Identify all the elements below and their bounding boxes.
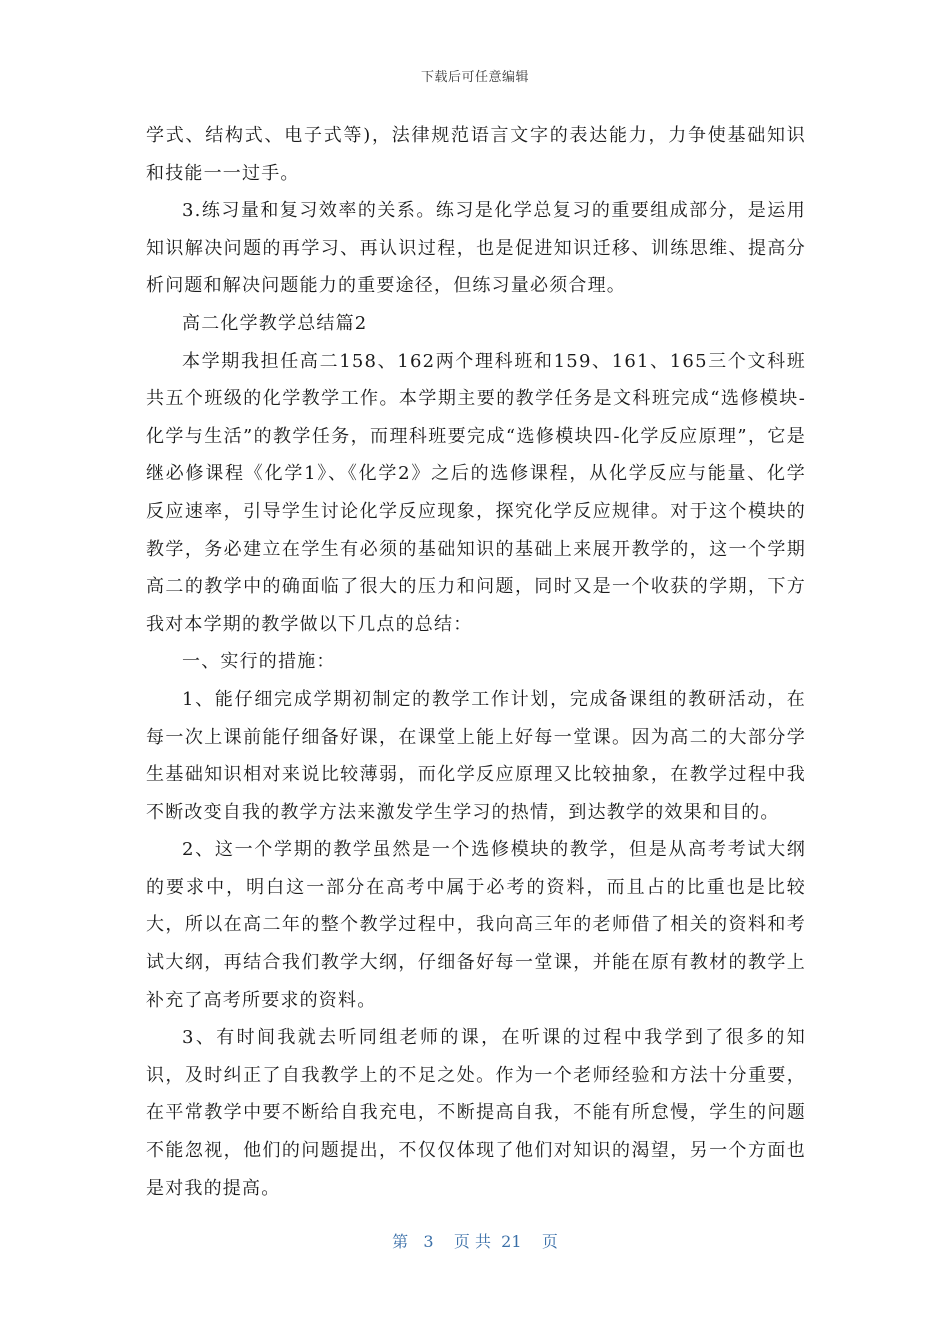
document-body xyxy=(146,117,806,1207)
paragraph: 3.练习量和复习效率的关系。练习是化学总复习的重要组成部分，是运用知识解决问题的再学习、再认识过程，也是促进知识迁移、训练思维、提高分析问题和解决问题能力的重要途径，但练习量必须合理。 xyxy=(146,200,806,297)
paragraph: 2、这一个学期的教学虽然是一个选修模块的教学，但是从高考考试大纲的要求中，明白这一部分在高考中属于必考的资料，而且占的比重也是比较大，所以在高二年的整个教学过程中，我向高三年的老师借了相关的资料和考试大纲，再结合我们教学大纲，仔细备好每一堂课，并能在原有教材的教学上补充了高考所要求的资料。 xyxy=(146,839,806,1011)
page-number-footer: 第 3 页 共 21 页 xyxy=(392,1232,558,1251)
paragraph: 一、实行的措施： xyxy=(182,651,336,673)
paragraph: 1、能仔细完成学期初制定的教学工作计划，完成备课组的教研活动，在每一次上课前能仔细备好课，在课堂上能上好每一堂课。因为高二的大部分学生基础知识相对来说比较薄弱，而化学反应原理又比较抽象，在教学过程中我不断改变自我的教学方法来激发学生学习的热情，到达教学的效果和目的。 xyxy=(146,688,806,823)
page-header-note: 下载后可任意编辑 xyxy=(420,70,529,85)
paragraph: 高二化学教学总结篇2 xyxy=(182,312,368,334)
paragraph: 本学期我担任高二158、162两个理科班和159、161、165三个文科班共五个班级的化学教学工作。本学期主要的教学任务是文科班完成“选修模块-化学与生活”的教学任务，而理科班要完成“选修模块四-化学反应原理”，它是继必修课程《化学1》、《化学2》之后的选修课程，从化学反应与能量、化学反应速率，引导学生讨论化学反应现象，探究化学反应规律。对于这个模块的教学，务必建立在学生有必须的基础知识的基础上来展开教学的，这一个学期高二的教学中的确面临了很大的压力和问题，同时又是一个收获的学期，下方我对本学期的教学做以下几点的总结： xyxy=(146,350,806,635)
paragraph: 学式、结构式、电子式等)，法律规范语言文字的表达能力，力争使基础知识和技能一一过手。 xyxy=(146,125,806,184)
paragraph: 3、有时间我就去听同组老师的课，在听课的过程中我学到了很多的知识，及时纠正了自我教学上的不足之处。作为一个老师经验和方法十分重要，在平常教学中要不断给自我充电，不断提高自我，不能有所怠慢，学生的问题不能忽视，他们的问题提出，不仅仅体现了他们对知识的渴望，另一个方面也是对我的提高。 xyxy=(146,1027,806,1199)
